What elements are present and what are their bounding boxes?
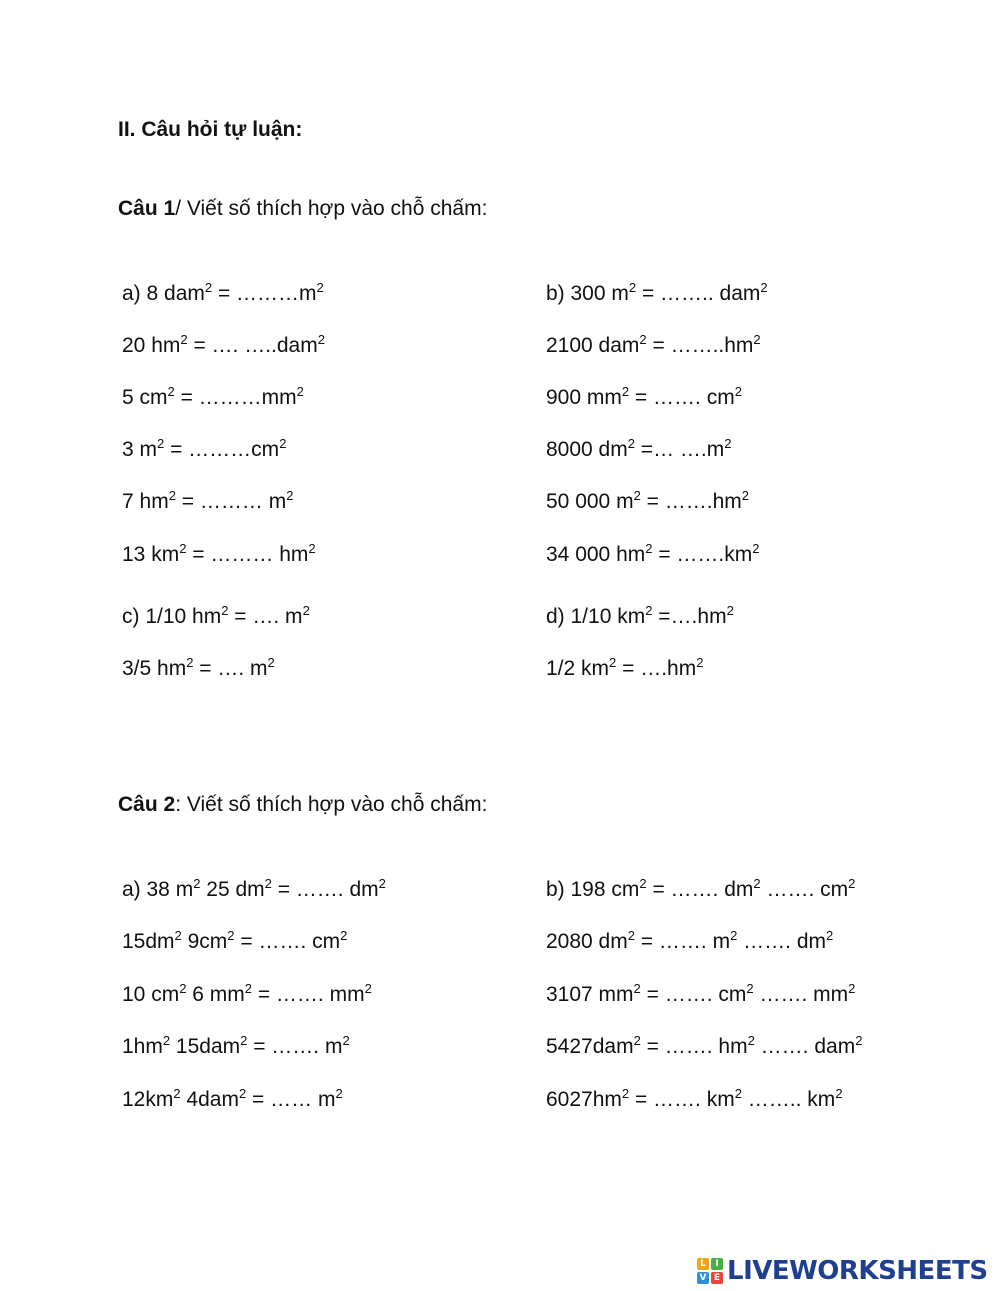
superscript: 2 [174, 928, 182, 943]
q2-text: = ……. m [247, 1035, 343, 1058]
superscript: 2 [296, 384, 304, 399]
q1-text: 2100 dam [546, 334, 640, 357]
q2-text: 15dm [122, 930, 175, 953]
superscript: 2 [317, 332, 325, 347]
superscript: 2 [157, 436, 165, 451]
q2-item [122, 1087, 343, 1113]
q1-text: = ……… hm [186, 543, 309, 566]
brand-text: LIVEWORKSHEETS [727, 1256, 988, 1286]
q1-text: = …….. dam [636, 282, 761, 305]
q2-text: 15dam [170, 1035, 241, 1058]
superscript: 2 [238, 1086, 247, 1101]
superscript: 2 [734, 384, 742, 399]
superscript: 2 [173, 1086, 181, 1101]
superscript: 2 [179, 541, 187, 556]
superscript: 2 [240, 1033, 248, 1048]
q1-text: 1/2 km [546, 657, 610, 680]
q1-text: = …. …..dam [187, 334, 318, 357]
q2-item [122, 929, 347, 955]
superscript: 2 [855, 1033, 863, 1048]
q2-item [546, 877, 855, 903]
q2-text: = ……. dm [271, 878, 379, 901]
superscript: 2 [645, 603, 653, 618]
q2-item [546, 1034, 862, 1060]
superscript: 2 [639, 332, 647, 347]
q2-text: b) 198 cm [546, 878, 640, 901]
q1-item [546, 656, 703, 682]
q2-text: = ……. cm [640, 983, 747, 1006]
q1-text: = …….km [652, 543, 753, 566]
question-2-prompt: : Viết số thích hợp vào chỗ chấm: [175, 793, 488, 816]
superscript: 2 [753, 876, 761, 891]
q1-text: = ….hm [616, 657, 697, 680]
superscript: 2 [302, 603, 310, 618]
q2-text: 5427dam [546, 1035, 634, 1058]
q1-text: 50 000 m [546, 490, 634, 513]
q1-item [122, 385, 304, 411]
superscript: 2 [627, 928, 635, 943]
superscript: 2 [633, 488, 641, 503]
q2-text: ……. dm [737, 930, 826, 953]
superscript: 2 [760, 280, 768, 295]
superscript: 2 [621, 384, 630, 399]
logo-tile: I [711, 1258, 723, 1270]
superscript: 2 [167, 384, 175, 399]
q1-text: = ………mm [174, 386, 297, 409]
q1-text: = ………cm [164, 438, 280, 461]
superscript: 2 [186, 655, 194, 670]
superscript: 2 [724, 436, 732, 451]
q1-text: c) 1/10 hm [122, 605, 222, 628]
superscript: 2 [746, 981, 754, 996]
superscript: 2 [639, 876, 647, 891]
q1-text: =….hm [652, 605, 727, 628]
q1-text: = ……… m [175, 490, 287, 513]
q2-text: …….. km [741, 1088, 836, 1111]
q1-item [546, 604, 734, 630]
q2-text: ……. dam [754, 1035, 856, 1058]
superscript: 2 [378, 876, 386, 891]
superscript: 2 [227, 928, 235, 943]
question-1-label: Câu 1 [118, 197, 176, 220]
q2-text: = ……. cm [234, 930, 341, 953]
q1-item [122, 656, 275, 682]
superscript: 2 [364, 981, 372, 996]
superscript: 2 [633, 1033, 641, 1048]
superscript: 2 [633, 981, 641, 996]
q2-item [546, 982, 855, 1008]
superscript: 2 [193, 876, 201, 891]
question-1-heading [118, 197, 487, 221]
superscript: 2 [726, 603, 734, 618]
q1-item [546, 385, 742, 411]
superscript: 2 [734, 1086, 742, 1101]
q2-text: = ……. m [634, 930, 731, 953]
superscript: 2 [826, 928, 834, 943]
superscript: 2 [741, 488, 749, 503]
superscript: 2 [753, 332, 761, 347]
superscript: 2 [162, 1033, 171, 1048]
superscript: 2 [286, 488, 294, 503]
q1-text: 7 hm [122, 490, 169, 513]
superscript: 2 [835, 1086, 843, 1101]
q1-text: 34 000 hm [546, 543, 646, 566]
q2-text: = ……. dm [646, 878, 754, 901]
q2-text: 12km [122, 1088, 174, 1111]
superscript: 2 [848, 981, 856, 996]
superscript: 2 [342, 1033, 350, 1048]
q1-text: d) 1/10 km [546, 605, 646, 628]
q2-item [546, 929, 833, 955]
q2-text: 1hm [122, 1035, 163, 1058]
logo-tile: L [697, 1258, 709, 1270]
superscript: 2 [180, 332, 188, 347]
q1-item [122, 542, 316, 568]
q2-text: = ……. mm [252, 983, 365, 1006]
q2-text: 4dam [180, 1088, 239, 1111]
superscript: 2 [730, 928, 738, 943]
q2-item [546, 1087, 843, 1113]
q1-text: =… ….m [634, 438, 725, 461]
superscript: 2 [308, 541, 316, 556]
superscript: 2 [628, 280, 637, 295]
q2-text: 6027hm [546, 1088, 622, 1111]
superscript: 2 [645, 541, 653, 556]
q1-text: b) 300 m [546, 282, 629, 305]
section-title: II. Câu hỏi tự luận: [118, 118, 303, 141]
superscript: 2 [752, 541, 760, 556]
superscript: 2 [244, 981, 252, 996]
q2-item [122, 1034, 350, 1060]
q1-item [546, 437, 731, 463]
superscript: 2 [204, 280, 213, 295]
q1-item [122, 604, 310, 630]
question-1-prompt: / Viết số thích hợp vào chỗ chấm: [175, 197, 488, 220]
q2-text: 6 mm [186, 983, 245, 1006]
q1-item [122, 333, 325, 359]
q2-item [122, 877, 386, 903]
liveworksheets-icon [697, 1258, 723, 1284]
q1-text: = …. m [228, 605, 303, 628]
superscript: 2 [747, 1033, 755, 1048]
q1-text: = …. m [193, 657, 268, 680]
q1-item [546, 489, 749, 515]
q2-item [122, 982, 372, 1008]
superscript: 2 [848, 876, 856, 891]
q2-text: = …… m [246, 1088, 336, 1111]
q2-text: 9cm [181, 930, 228, 953]
q1-text: 13 km [122, 543, 180, 566]
q2-text: = ……. hm [640, 1035, 748, 1058]
superscript: 2 [696, 655, 704, 670]
q2-text: ……. cm [760, 878, 849, 901]
q1-text: 20 hm [122, 334, 181, 357]
q1-text: = …….hm [640, 490, 742, 513]
q1-item [546, 333, 761, 359]
superscript: 2 [168, 488, 176, 503]
q1-item [122, 281, 324, 307]
q2-text: = ……. km [629, 1088, 735, 1111]
question-2-label: Câu 2 [118, 793, 176, 816]
q2-text: a) 38 m [122, 878, 194, 901]
superscript: 2 [609, 655, 617, 670]
q1-text: = ………m [212, 282, 317, 305]
liveworksheets-logo [697, 1254, 988, 1288]
superscript: 2 [267, 655, 275, 670]
q2-text: 10 cm [122, 983, 180, 1006]
superscript: 2 [340, 928, 348, 943]
q1-item [546, 542, 759, 568]
superscript: 2 [221, 603, 229, 618]
q1-item [122, 437, 286, 463]
q1-item [122, 489, 293, 515]
q2-text: 3107 mm [546, 983, 634, 1006]
q1-text: a) 8 dam [122, 282, 205, 305]
q1-text: 3/5 hm [122, 657, 187, 680]
superscript: 2 [335, 1086, 343, 1101]
q1-text: 900 mm [546, 386, 622, 409]
superscript: 2 [621, 1086, 630, 1101]
superscript: 2 [316, 280, 324, 295]
q1-text: 5 cm [122, 386, 168, 409]
q1-text: 8000 dm [546, 438, 628, 461]
q1-text: 3 m [122, 438, 158, 461]
q2-text: 25 dm [200, 878, 265, 901]
question-2-heading [118, 793, 487, 817]
q2-text: 2080 dm [546, 930, 628, 953]
logo-tile: V [697, 1272, 709, 1284]
logo-tile: E [711, 1272, 723, 1284]
q1-text: = ……. cm [629, 386, 735, 409]
q2-text: ……. mm [753, 983, 849, 1006]
superscript: 2 [264, 876, 272, 891]
superscript: 2 [179, 981, 187, 996]
q1-text: = ……..hm [646, 334, 754, 357]
superscript: 2 [627, 436, 635, 451]
superscript: 2 [279, 436, 287, 451]
q1-item [546, 281, 768, 307]
